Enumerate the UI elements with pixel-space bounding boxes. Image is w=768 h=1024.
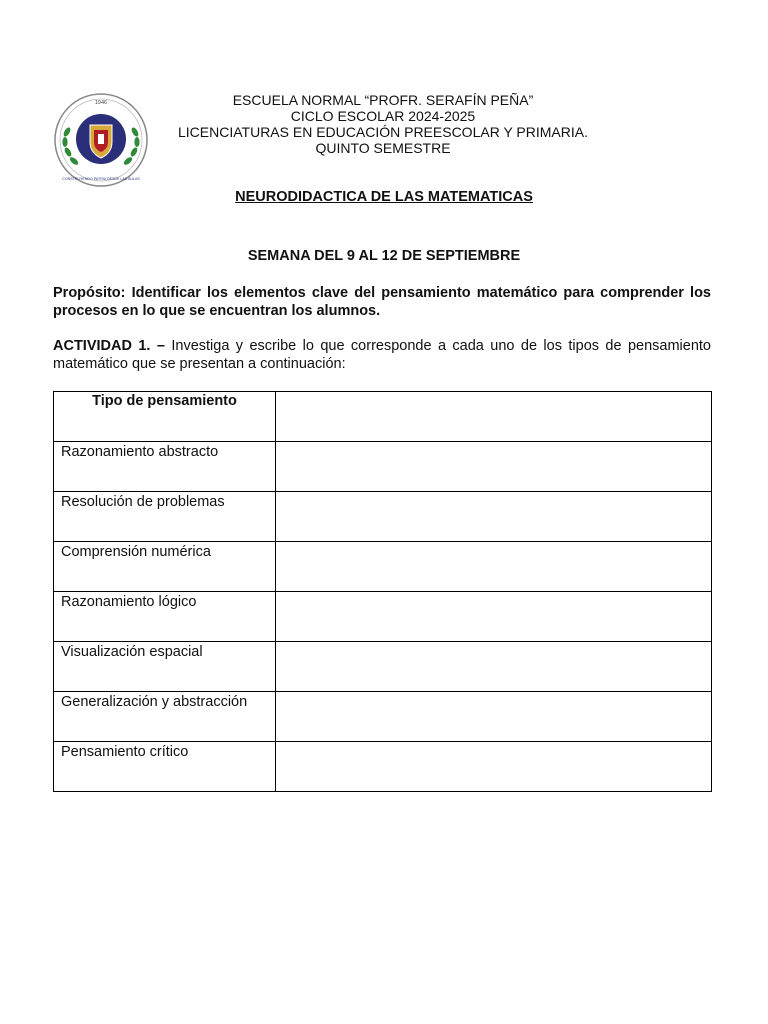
thinking-type-label: Razonamiento abstracto [61, 444, 219, 460]
answer-cell[interactable] [276, 592, 712, 642]
thinking-type-cell [54, 642, 276, 692]
purpose-paragraph: Propósito: Identificar los elementos clave del pensamiento matemático para comprender los procesos en lo que se encuentran los alumnos. [53, 285, 711, 319]
thinking-type-label: Razonamiento lógico [61, 594, 197, 610]
table-row [54, 542, 712, 592]
header-degrees: LICENCIATURAS EN EDUCACIÓN PREESCOLAR Y PRIMARIA. [178, 124, 588, 140]
logo-year: 1946 [94, 100, 108, 106]
thinking-type-label: Visualización espacial [61, 644, 203, 660]
table-row [54, 592, 712, 642]
activity-instructions: Investiga y escribe lo que corresponde a cada uno de los tipos de pensamiento matemático que se presentan a continuación: [53, 338, 711, 372]
header-school-year: CICLO ESCOLAR 2024-2025 [290, 108, 476, 124]
answer-cell[interactable] [276, 742, 712, 792]
logo-location: MONTEMORELOS N.L. [83, 168, 119, 172]
week-title: SEMANA DEL 9 AL 12 DE SEPTIEMBRE [247, 248, 521, 264]
subject-title-text: NEURODIDACTICA DE LAS MATEMATICAS [235, 189, 533, 205]
header-school-name: ESCUELA NORMAL “PROFR. SERAFÍN PEÑA” [232, 92, 534, 108]
thinking-type-cell [54, 542, 276, 592]
activity-label: ACTIVIDAD 1. – [53, 338, 165, 354]
answer-cell[interactable] [276, 542, 712, 592]
activity-paragraph [53, 337, 711, 373]
table-row [54, 492, 712, 542]
thinking-type-cell [54, 492, 276, 542]
table-row [54, 742, 712, 792]
table-row [54, 642, 712, 692]
table-header-row [54, 392, 712, 442]
table-row [54, 442, 712, 492]
logo-motto: CONSTRUYENDO PATRIA DESDE LAS AULAS [62, 177, 140, 181]
table-header-label: Tipo de pensamiento [92, 393, 237, 409]
answer-cell[interactable] [276, 692, 712, 742]
answer-cell[interactable] [276, 492, 712, 542]
thinking-type-cell [54, 742, 276, 792]
answer-cell[interactable] [276, 442, 712, 492]
thinking-types-table [53, 391, 712, 792]
thinking-type-cell [54, 692, 276, 742]
school-header [150, 92, 616, 156]
thinking-type-label: Generalización y abstracción [61, 694, 248, 710]
subject-title [0, 189, 768, 205]
thinking-type-cell [54, 592, 276, 642]
header-semester: QUINTO SEMESTRE [315, 140, 451, 156]
answer-cell[interactable] [276, 642, 712, 692]
thinking-type-label: Resolución de problemas [61, 494, 225, 510]
thinking-type-cell [54, 442, 276, 492]
thinking-type-label: Comprensión numérica [61, 544, 211, 560]
table-header-cell [54, 392, 276, 442]
table-row [54, 692, 712, 742]
school-logo [53, 92, 149, 188]
answer-header-cell[interactable] [276, 392, 712, 442]
thinking-type-label: Pensamiento crítico [61, 744, 189, 760]
